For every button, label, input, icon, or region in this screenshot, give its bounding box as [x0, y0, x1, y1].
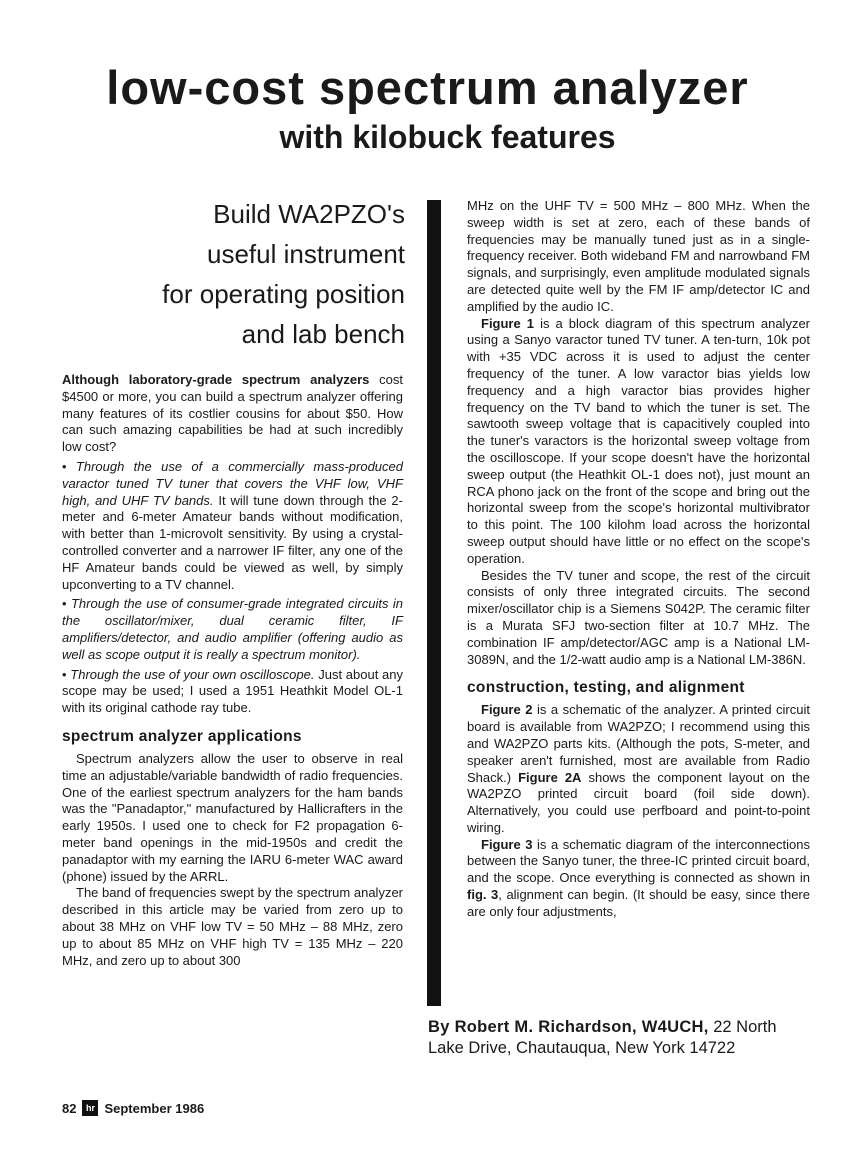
article-subtitle: with kilobuck features: [279, 119, 616, 155]
body-paragraph: Spectrum analyzers allow the user to observe in real time an adjustable/variable bandwidth of radio frequencies. One of the earliest spectrum analyzers for the ham bands was the "Panadaptor," manufactured by Hallicrafters in the early 1950s. I used one to check for F2 propagation 6-meter band openings in the mid-1950s and credit the panadaptor with my earning the IARU 6-meter WAC award (phone) issued by the ARRL.: [62, 750, 403, 884]
bullet-item: [62, 459, 403, 593]
author-name: By Robert M. Richardson, W4UCH,: [428, 1018, 709, 1036]
body-paragraph: MHz on the UHF TV = 500 MHz – 800 MHz. When the sweep width is set at zero, each of these bands of frequencies may be manually tuned just as in a single-frequency receiver. Both wideband FM and narrowband FM signals, and surprisingly, even amplitude modulated signals are detected quite well by the FM IF amp/detector IC and amplified by the audio IC.: [467, 198, 810, 314]
bullet-italic: Through the use of consumer-grade integrated circuits in the oscillator/mixer, dual ceramic filter, IF amplifiers/detector, and audio amplifier (offering audio as well as scope output it is really a spectrum monitor).: [62, 596, 403, 662]
author-address: 22 North: [708, 1018, 777, 1036]
column-rule: [427, 200, 441, 1006]
page-number: 82: [62, 1100, 77, 1116]
deck-line: useful instrument: [207, 239, 405, 269]
author-byline: [428, 1017, 808, 1059]
body-paragraph: Besides the TV tuner and scope, the rest of the circuit consists of only three integrated circuits. The second mixer/oscillator chip is a Siemens S042P. The ceramic filter is a Murata SFJ two-section filter at 10.7 MHz. The combination IF amp/detector/AGC amp is a National LM-3089N, and the 1/2-watt audio amp is a National LM-386N.: [467, 567, 810, 667]
body-text: shows the component layout on the WA2PZO printed circuit board (foil side down). Alternatively, you could use perfboard and point-to-point wiring.: [467, 769, 810, 835]
intro-lead: Although laboratory-grade spectrum analyzers: [62, 372, 370, 387]
section-heading: construction, testing, and alignment: [467, 679, 745, 697]
body-text: is a schematic of the analyzer. A printed circuit board is available from WA2PZO; I recommend using this and WA2PZO parts kits. (Although the pots, S-meter, and speaker aren't furnished, most are available from Radio Shack.): [467, 702, 810, 785]
bullet-icon: •: [62, 458, 76, 474]
body-text: is a block diagram of this spectrum analyzer using a Sanyo varactor tuned TV tuner. A ten-turn, 10k pot with +35 VDC across it is used to adjust the center frequency of the tuner. A low varactor bias yields low frequency and a high varactor bias provides higher frequency on the TV band to which the tuner is set. The sawtooth sweep voltage that is capacitively coupled into the tuner's varactors is the horizontal sweep voltage from the oscilloscope. If your scope doesn't have the horizontal sweep output (the Heathkit OL-1 does not), just mount an RCA phono jack on the front of the scope and bring out the horizontal sweep from the scope's horizontal multivibrator to this point. The 100 kilohm load across the horizontal sweep output should have little or no effect on the scope's operation.: [467, 315, 810, 566]
figure-ref: Figure 2: [481, 702, 533, 718]
intro-text: cost $4500 or more, you can build a spectrum analyzer offering many features of its costlier cousins for about $50. How can such amazing capabilities be had at such incredibly low cost?: [62, 372, 403, 455]
figure-ref: Figure 2A: [518, 769, 582, 785]
body-paragraph: [467, 316, 810, 568]
figure-ref: Figure 1: [481, 315, 535, 331]
bullet-text: Just about any scope may be used; I used a 1951 Heathkit Model OL-1 with its original cathode ray tube.: [62, 666, 403, 716]
deck-line: for operating position: [162, 279, 405, 309]
body-paragraph: The band of frequencies swept by the spectrum analyzer described in this article may be varied from zero up to about 38 MHz on VHF low TV = 50 MHz – 88 MHz, zero up to about 85 MHz on VHF high TV = 135 MHz – 220 MHz, and zero up to about 300: [62, 885, 403, 968]
deck-line: and lab bench: [241, 319, 405, 349]
body-text: , alignment can begin. (It should be easy, since there are only four adjustments,: [467, 887, 810, 919]
body-text: is a schematic diagram of the interconnections between the Sanyo tuner, the three-IC printed circuit board, and the scope. Once everything is connected as shown in: [467, 836, 810, 886]
page-footer: [62, 1100, 204, 1116]
right-column: [467, 198, 810, 921]
left-column: [62, 372, 403, 969]
magazine-logo-icon: hr: [82, 1100, 98, 1116]
deck-line: Build WA2PZO's: [213, 199, 405, 229]
issue-date: September 1986: [104, 1100, 205, 1116]
body-paragraph: [467, 837, 810, 921]
bullet-item: [62, 667, 403, 717]
intro-paragraph: [62, 372, 403, 456]
section-heading: spectrum analyzer applications: [62, 727, 302, 745]
author-address: Lake Drive, Chautauqua, New York 14722: [428, 1039, 736, 1057]
bullet-item: [62, 596, 403, 663]
bullet-italic: Through the use of a commercially mass-produced varactor tuned TV tuner that covers the VHF low, VHF high, and UHF TV bands.: [62, 458, 403, 508]
body-paragraph: [467, 702, 810, 836]
bullet-icon: •: [62, 596, 71, 612]
bullet-text: It will tune down through the 2-meter and 6-meter Amateur bands without modification, with better than 1-microvolt sensitivity. By using a crystal-controlled converter and a narrower IF filter, any one of the HF Amateur bands could be viewed as well, by simply upconverting to a TV channel.: [62, 492, 403, 592]
bullet-italic: Through the use of your own oscilloscope.: [70, 666, 315, 682]
figure-ref: fig. 3: [467, 887, 499, 903]
article-deck: [75, 194, 405, 354]
article-title: low-cost spectrum analyzer: [106, 61, 749, 114]
bullet-icon: •: [62, 666, 71, 682]
figure-ref: Figure 3: [481, 836, 533, 852]
